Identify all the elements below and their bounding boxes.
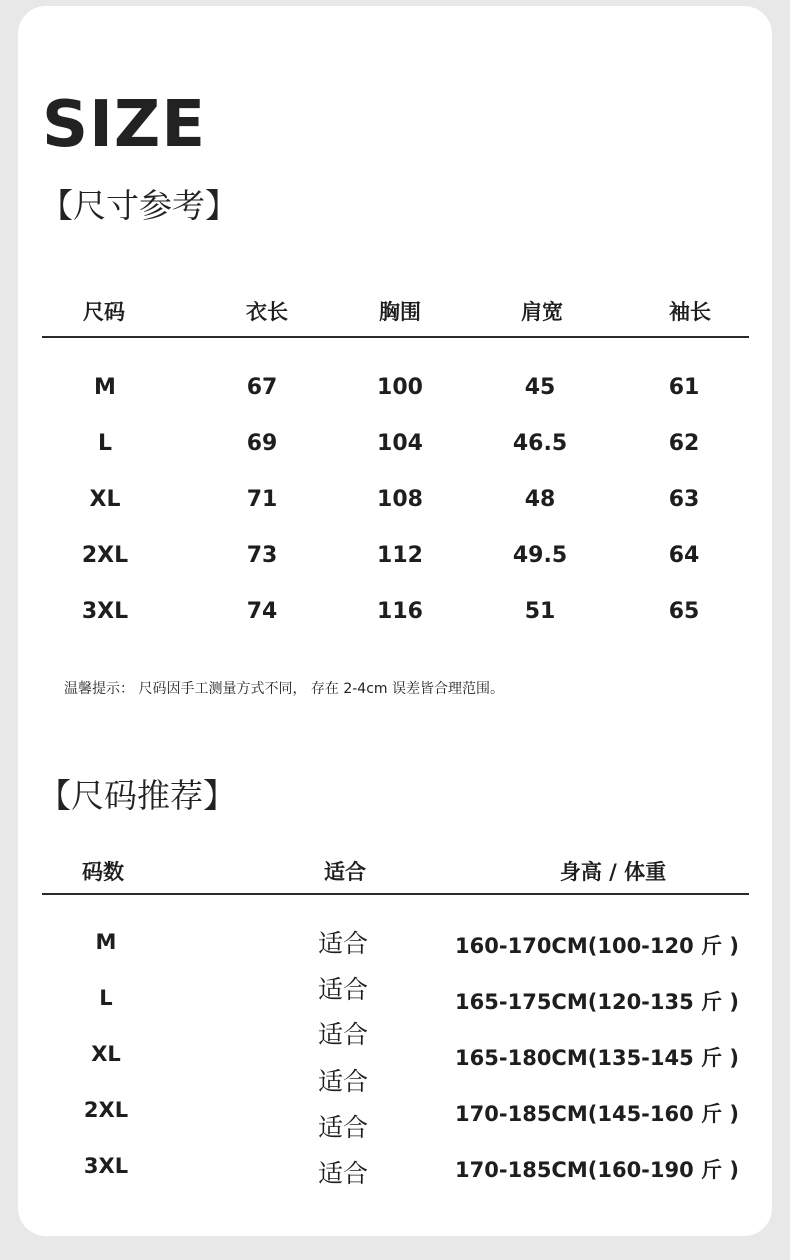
- size-cell: 3XL: [81, 599, 129, 624]
- recommend-size-cell: 3XL: [83, 1154, 129, 1178]
- fit-cell: 适合: [317, 1113, 369, 1142]
- column-header-code: 码数: [82, 860, 124, 884]
- page-title: SIZE: [42, 88, 207, 162]
- header-divider: [42, 336, 749, 338]
- chest-cell: 100: [377, 375, 423, 400]
- sleeve-cell: 64: [668, 543, 700, 568]
- sleeve-cell: 61: [668, 375, 700, 400]
- fit-cell: 适合: [317, 1159, 369, 1188]
- fit-cell: 适合: [317, 975, 369, 1004]
- column-header-size: 尺码: [83, 300, 125, 324]
- column-header-height-weight: 身高 / 体重: [559, 860, 667, 884]
- length-cell: 73: [246, 543, 278, 568]
- recommend-title: 【尺码推荐】: [38, 776, 236, 815]
- sleeve-cell: 63: [668, 487, 700, 512]
- sleeve-cell: 65: [668, 599, 700, 624]
- chest-cell: 104: [377, 431, 423, 456]
- size-cell: L: [97, 431, 113, 456]
- sleeve-cell: 62: [668, 431, 700, 456]
- height-weight-cell: 160-170CM(100-120 斤 ): [455, 934, 739, 958]
- shoulder-cell: 49.5: [512, 543, 568, 568]
- size-chart-title: 【尺寸参考】: [40, 186, 238, 225]
- height-weight-cell: 165-175CM(120-135 斤 ): [455, 990, 739, 1014]
- recommend-size-cell: XL: [91, 1042, 121, 1066]
- shoulder-cell: 46.5: [512, 431, 568, 456]
- chest-cell: 112: [377, 543, 423, 568]
- length-cell: 67: [246, 375, 278, 400]
- fit-cell: 适合: [317, 1020, 369, 1049]
- column-header-length: 衣长: [246, 300, 288, 324]
- recommend-size-cell: M: [95, 930, 117, 954]
- column-header-sleeve: 袖长: [669, 300, 711, 324]
- shoulder-cell: 51: [524, 599, 556, 624]
- measurement-note: 温馨提示： 尺码因手工测量方式不同， 存在 2-4cm 误差皆合理范围。: [64, 681, 505, 697]
- size-cell: M: [94, 375, 116, 400]
- header-divider: [42, 893, 749, 895]
- column-header-shoulder: 肩宽: [521, 300, 563, 324]
- height-weight-cell: 165-180CM(135-145 斤 ): [455, 1046, 739, 1070]
- recommend-size-cell: 2XL: [83, 1098, 129, 1122]
- fit-cell: 适合: [317, 929, 369, 958]
- fit-cell: 适合: [317, 1067, 369, 1096]
- size-cell: 2XL: [81, 543, 129, 568]
- chest-cell: 108: [377, 487, 423, 512]
- height-weight-cell: 170-185CM(145-160 斤 ): [455, 1102, 739, 1126]
- length-cell: 74: [246, 599, 278, 624]
- length-cell: 69: [246, 431, 278, 456]
- length-cell: 71: [246, 487, 278, 512]
- column-header-fit: 适合: [324, 860, 366, 884]
- chest-cell: 116: [377, 599, 423, 624]
- column-header-chest: 胸围: [379, 300, 421, 324]
- shoulder-cell: 45: [524, 375, 556, 400]
- shoulder-cell: 48: [524, 487, 556, 512]
- height-weight-cell: 170-185CM(160-190 斤 ): [455, 1158, 739, 1182]
- recommend-size-cell: L: [99, 986, 113, 1010]
- size-cell: XL: [89, 487, 121, 512]
